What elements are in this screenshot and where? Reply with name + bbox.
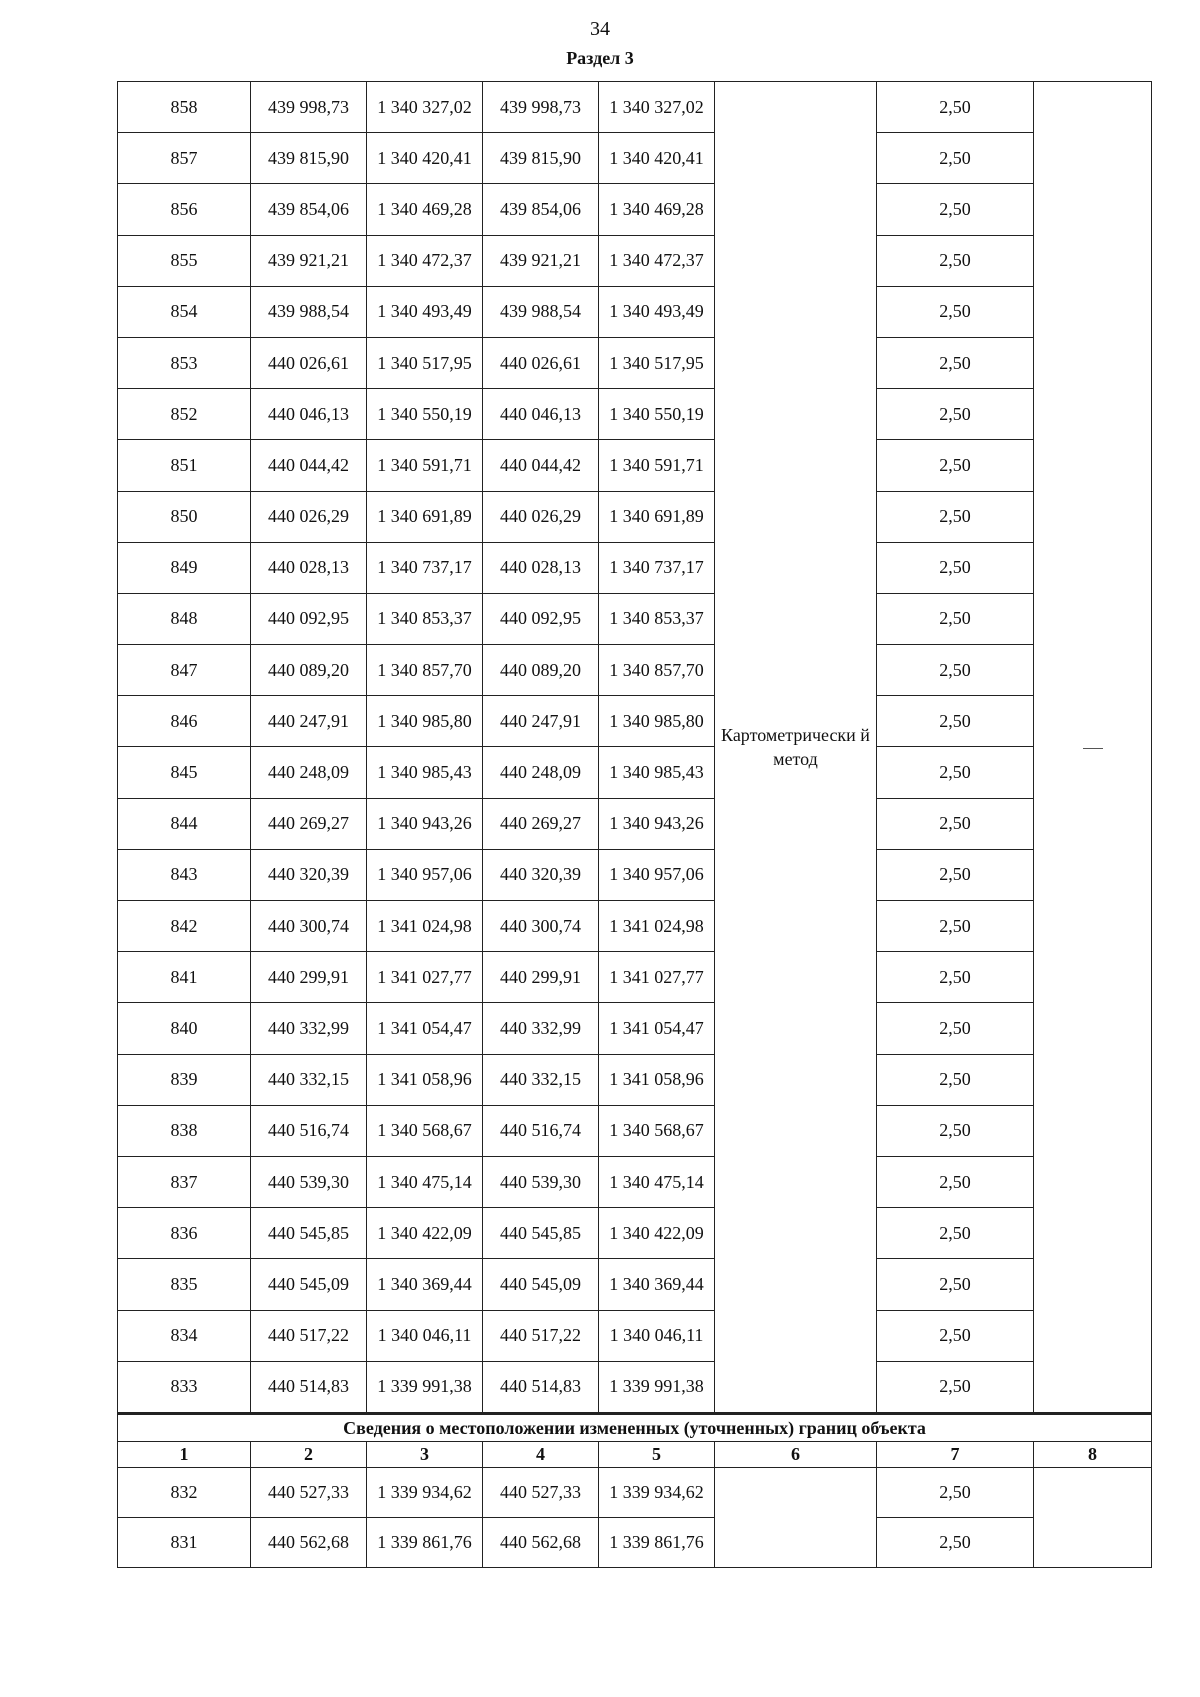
accuracy-cell: 2,50 (877, 440, 1034, 491)
x-existing-cell: 440 269,27 (251, 798, 367, 849)
x-new-cell: 440 299,91 (483, 952, 599, 1003)
accuracy-cell: 2,50 (877, 184, 1034, 235)
table-row (118, 389, 1152, 440)
point-number-cell: 843 (118, 849, 251, 900)
y-existing-cell: 1 340 853,37 (367, 593, 483, 644)
x-existing-cell: 440 044,42 (251, 440, 367, 491)
col8-cell (1034, 1468, 1152, 1568)
table-row (118, 82, 1152, 133)
point-number-cell: 848 (118, 593, 251, 644)
x-existing-cell: 440 299,91 (251, 952, 367, 1003)
y-existing-cell: 1 340 369,44 (367, 1259, 483, 1310)
column-header-2: 2 (251, 1442, 367, 1468)
y-existing-cell: 1 340 469,28 (367, 184, 483, 235)
y-new-cell: 1 340 327,02 (599, 82, 715, 133)
x-new-cell: 440 044,42 (483, 440, 599, 491)
point-number-cell: 851 (118, 440, 251, 491)
y-new-cell: 1 340 475,14 (599, 1156, 715, 1207)
y-new-cell: 1 340 517,95 (599, 337, 715, 388)
changed-boundaries-table (117, 1412, 1152, 1568)
x-existing-cell: 440 247,91 (251, 696, 367, 747)
x-existing-cell: 439 998,73 (251, 82, 367, 133)
column-header-8: 8 (1034, 1442, 1152, 1468)
y-new-cell: 1 340 943,26 (599, 798, 715, 849)
table-row (118, 901, 1152, 952)
y-new-cell: 1 340 853,37 (599, 593, 715, 644)
y-new-cell: 1 340 369,44 (599, 1259, 715, 1310)
accuracy-cell: 2,50 (877, 901, 1034, 952)
y-existing-cell: 1 339 861,76 (367, 1518, 483, 1568)
table-row (118, 645, 1152, 696)
point-number-cell: 840 (118, 1003, 251, 1054)
point-number-cell: 852 (118, 389, 251, 440)
y-existing-cell: 1 340 591,71 (367, 440, 483, 491)
x-new-cell: 440 320,39 (483, 849, 599, 900)
y-existing-cell: 1 341 027,77 (367, 952, 483, 1003)
table-row (118, 1310, 1152, 1361)
column-header-6: 6 (715, 1442, 877, 1468)
x-existing-cell: 439 815,90 (251, 133, 367, 184)
accuracy-cell: 2,50 (877, 133, 1034, 184)
x-existing-cell: 439 988,54 (251, 286, 367, 337)
y-new-cell: 1 341 027,77 (599, 952, 715, 1003)
y-new-cell: 1 340 420,41 (599, 133, 715, 184)
point-number-cell: 837 (118, 1156, 251, 1207)
x-new-cell: 439 921,21 (483, 235, 599, 286)
accuracy-cell: 2,50 (877, 1361, 1034, 1412)
y-existing-cell: 1 340 422,09 (367, 1208, 483, 1259)
column-header-3: 3 (367, 1442, 483, 1468)
point-number-cell: 834 (118, 1310, 251, 1361)
coordinates-table (117, 81, 1152, 1413)
y-new-cell: 1 340 550,19 (599, 389, 715, 440)
x-new-cell: 440 545,09 (483, 1259, 599, 1310)
table-row (118, 1518, 1152, 1568)
changed-boundaries-title: Сведения о местоположении измененных (уточненных) границ объекта (118, 1414, 1152, 1442)
dash-mark (1083, 748, 1103, 749)
table-row (118, 235, 1152, 286)
method-text: Картометрически й метод (721, 724, 870, 769)
x-new-cell: 440 026,29 (483, 491, 599, 542)
table-row (118, 593, 1152, 644)
table-row (118, 1468, 1152, 1518)
x-new-cell: 440 089,20 (483, 645, 599, 696)
point-number-cell: 858 (118, 82, 251, 133)
table-row (118, 133, 1152, 184)
y-new-cell: 1 340 737,17 (599, 542, 715, 593)
y-new-cell: 1 341 058,96 (599, 1054, 715, 1105)
y-new-cell: 1 340 493,49 (599, 286, 715, 337)
point-number-cell: 835 (118, 1259, 251, 1310)
y-new-cell: 1 340 046,11 (599, 1310, 715, 1361)
table-row (118, 1054, 1152, 1105)
accuracy-cell: 2,50 (877, 1054, 1034, 1105)
x-new-cell: 440 300,74 (483, 901, 599, 952)
x-new-cell: 440 026,61 (483, 337, 599, 388)
table-row (118, 1361, 1152, 1412)
point-number-cell: 836 (118, 1208, 251, 1259)
accuracy-cell: 2,50 (877, 798, 1034, 849)
x-existing-cell: 440 046,13 (251, 389, 367, 440)
point-number-cell: 855 (118, 235, 251, 286)
x-existing-cell: 440 092,95 (251, 593, 367, 644)
y-existing-cell: 1 340 046,11 (367, 1310, 483, 1361)
table-row (118, 1003, 1152, 1054)
x-existing-cell: 440 539,30 (251, 1156, 367, 1207)
x-existing-cell: 440 026,29 (251, 491, 367, 542)
y-existing-cell: 1 340 475,14 (367, 1156, 483, 1207)
accuracy-cell: 2,50 (877, 1259, 1034, 1310)
y-existing-cell: 1 340 493,49 (367, 286, 483, 337)
x-new-cell: 440 517,22 (483, 1310, 599, 1361)
accuracy-cell: 2,50 (877, 696, 1034, 747)
accuracy-cell: 2,50 (877, 1208, 1034, 1259)
x-new-cell: 440 516,74 (483, 1105, 599, 1156)
point-number-cell: 844 (118, 798, 251, 849)
y-new-cell: 1 340 691,89 (599, 491, 715, 542)
x-new-cell: 440 028,13 (483, 542, 599, 593)
point-number-cell: 833 (118, 1361, 251, 1412)
x-existing-cell: 440 545,85 (251, 1208, 367, 1259)
x-new-cell: 440 247,91 (483, 696, 599, 747)
y-new-cell: 1 340 985,80 (599, 696, 715, 747)
y-existing-cell: 1 340 985,80 (367, 696, 483, 747)
table-row (118, 337, 1152, 388)
accuracy-cell: 2,50 (877, 491, 1034, 542)
section-title: Раздел 3 (566, 48, 634, 68)
x-existing-cell: 439 921,21 (251, 235, 367, 286)
x-new-cell: 440 562,68 (483, 1518, 599, 1568)
accuracy-cell: 2,50 (877, 1003, 1034, 1054)
x-new-cell: 439 998,73 (483, 82, 599, 133)
x-new-cell: 440 332,15 (483, 1054, 599, 1105)
point-number-cell: 839 (118, 1054, 251, 1105)
accuracy-cell: 2,50 (877, 645, 1034, 696)
point-number-cell: 847 (118, 645, 251, 696)
point-number-cell: 842 (118, 901, 251, 952)
x-existing-cell: 440 517,22 (251, 1310, 367, 1361)
x-existing-cell: 440 562,68 (251, 1518, 367, 1568)
table-row (118, 542, 1152, 593)
table-row (118, 696, 1152, 747)
x-new-cell: 440 092,95 (483, 593, 599, 644)
x-existing-cell: 439 854,06 (251, 184, 367, 235)
y-new-cell: 1 340 857,70 (599, 645, 715, 696)
y-new-cell: 1 340 472,37 (599, 235, 715, 286)
accuracy-cell: 2,50 (877, 82, 1034, 133)
y-new-cell: 1 340 422,09 (599, 1208, 715, 1259)
method-cell (715, 1468, 877, 1568)
accuracy-cell: 2,50 (877, 849, 1034, 900)
y-new-cell: 1 341 054,47 (599, 1003, 715, 1054)
point-number-cell: 846 (118, 696, 251, 747)
x-new-cell: 440 332,99 (483, 1003, 599, 1054)
table-row (118, 1156, 1152, 1207)
column-header-4: 4 (483, 1442, 599, 1468)
x-new-cell: 439 815,90 (483, 133, 599, 184)
accuracy-cell: 2,50 (877, 542, 1034, 593)
accuracy-cell: 2,50 (877, 747, 1034, 798)
y-new-cell: 1 339 861,76 (599, 1518, 715, 1568)
accuracy-cell: 2,50 (877, 286, 1034, 337)
point-number-cell: 854 (118, 286, 251, 337)
x-new-cell: 440 248,09 (483, 747, 599, 798)
x-existing-cell: 440 248,09 (251, 747, 367, 798)
page-number: 34 (590, 18, 610, 40)
y-existing-cell: 1 340 517,95 (367, 337, 483, 388)
point-number-cell: 857 (118, 133, 251, 184)
table-row (118, 849, 1152, 900)
y-existing-cell: 1 340 943,26 (367, 798, 483, 849)
table-row (118, 798, 1152, 849)
y-new-cell: 1 340 985,43 (599, 747, 715, 798)
accuracy-cell: 2,50 (877, 593, 1034, 644)
y-existing-cell: 1 340 985,43 (367, 747, 483, 798)
point-number-cell: 838 (118, 1105, 251, 1156)
point-number-cell: 849 (118, 542, 251, 593)
table-row (118, 1105, 1152, 1156)
x-existing-cell: 440 527,33 (251, 1468, 367, 1518)
y-new-cell: 1 341 024,98 (599, 901, 715, 952)
table-row (118, 440, 1152, 491)
point-number-cell: 841 (118, 952, 251, 1003)
x-new-cell: 440 514,83 (483, 1361, 599, 1412)
y-existing-cell: 1 340 691,89 (367, 491, 483, 542)
x-new-cell: 440 545,85 (483, 1208, 599, 1259)
method-cell (715, 82, 877, 1413)
accuracy-cell: 2,50 (877, 1156, 1034, 1207)
x-existing-cell: 440 320,39 (251, 849, 367, 900)
point-number-cell: 850 (118, 491, 251, 542)
y-new-cell: 1 340 957,06 (599, 849, 715, 900)
accuracy-cell: 2,50 (877, 1105, 1034, 1156)
y-existing-cell: 1 340 857,70 (367, 645, 483, 696)
table-row (118, 286, 1152, 337)
point-number-cell: 831 (118, 1518, 251, 1568)
y-existing-cell: 1 340 472,37 (367, 235, 483, 286)
y-existing-cell: 1 339 934,62 (367, 1468, 483, 1518)
y-new-cell: 1 340 469,28 (599, 184, 715, 235)
table-row (118, 184, 1152, 235)
point-number-cell: 832 (118, 1468, 251, 1518)
accuracy-cell: 2,50 (877, 337, 1034, 388)
table-row (118, 1259, 1152, 1310)
y-new-cell: 1 340 568,67 (599, 1105, 715, 1156)
accuracy-cell: 2,50 (877, 389, 1034, 440)
x-existing-cell: 440 332,99 (251, 1003, 367, 1054)
x-new-cell: 439 988,54 (483, 286, 599, 337)
column-number-row (118, 1442, 1152, 1468)
accuracy-cell: 2,50 (877, 1468, 1034, 1518)
y-existing-cell: 1 341 058,96 (367, 1054, 483, 1105)
x-existing-cell: 440 332,15 (251, 1054, 367, 1105)
x-new-cell: 440 046,13 (483, 389, 599, 440)
x-new-cell: 440 539,30 (483, 1156, 599, 1207)
y-new-cell: 1 339 934,62 (599, 1468, 715, 1518)
point-number-cell: 845 (118, 747, 251, 798)
y-new-cell: 1 339 991,38 (599, 1361, 715, 1412)
x-new-cell: 440 269,27 (483, 798, 599, 849)
accuracy-cell: 2,50 (877, 1310, 1034, 1361)
x-existing-cell: 440 026,61 (251, 337, 367, 388)
x-new-cell: 439 854,06 (483, 184, 599, 235)
x-existing-cell: 440 516,74 (251, 1105, 367, 1156)
point-number-cell: 856 (118, 184, 251, 235)
table-row (118, 747, 1152, 798)
accuracy-cell: 2,50 (877, 235, 1034, 286)
point-number-cell: 853 (118, 337, 251, 388)
x-existing-cell: 440 028,13 (251, 542, 367, 593)
x-existing-cell: 440 514,83 (251, 1361, 367, 1412)
table-row (118, 491, 1152, 542)
x-existing-cell: 440 545,09 (251, 1259, 367, 1310)
column-header-1: 1 (118, 1442, 251, 1468)
y-existing-cell: 1 340 327,02 (367, 82, 483, 133)
table-row (118, 952, 1152, 1003)
table-row (118, 1208, 1152, 1259)
y-existing-cell: 1 340 420,41 (367, 133, 483, 184)
x-existing-cell: 440 300,74 (251, 901, 367, 952)
y-existing-cell: 1 340 550,19 (367, 389, 483, 440)
y-existing-cell: 1 340 568,67 (367, 1105, 483, 1156)
x-new-cell: 440 527,33 (483, 1468, 599, 1518)
x-existing-cell: 440 089,20 (251, 645, 367, 696)
col8-cell (1034, 82, 1152, 1413)
y-existing-cell: 1 339 991,38 (367, 1361, 483, 1412)
accuracy-cell: 2,50 (877, 952, 1034, 1003)
y-existing-cell: 1 340 737,17 (367, 542, 483, 593)
column-header-7: 7 (877, 1442, 1034, 1468)
y-new-cell: 1 340 591,71 (599, 440, 715, 491)
accuracy-cell: 2,50 (877, 1518, 1034, 1568)
y-existing-cell: 1 340 957,06 (367, 849, 483, 900)
y-existing-cell: 1 341 054,47 (367, 1003, 483, 1054)
column-header-5: 5 (599, 1442, 715, 1468)
y-existing-cell: 1 341 024,98 (367, 901, 483, 952)
